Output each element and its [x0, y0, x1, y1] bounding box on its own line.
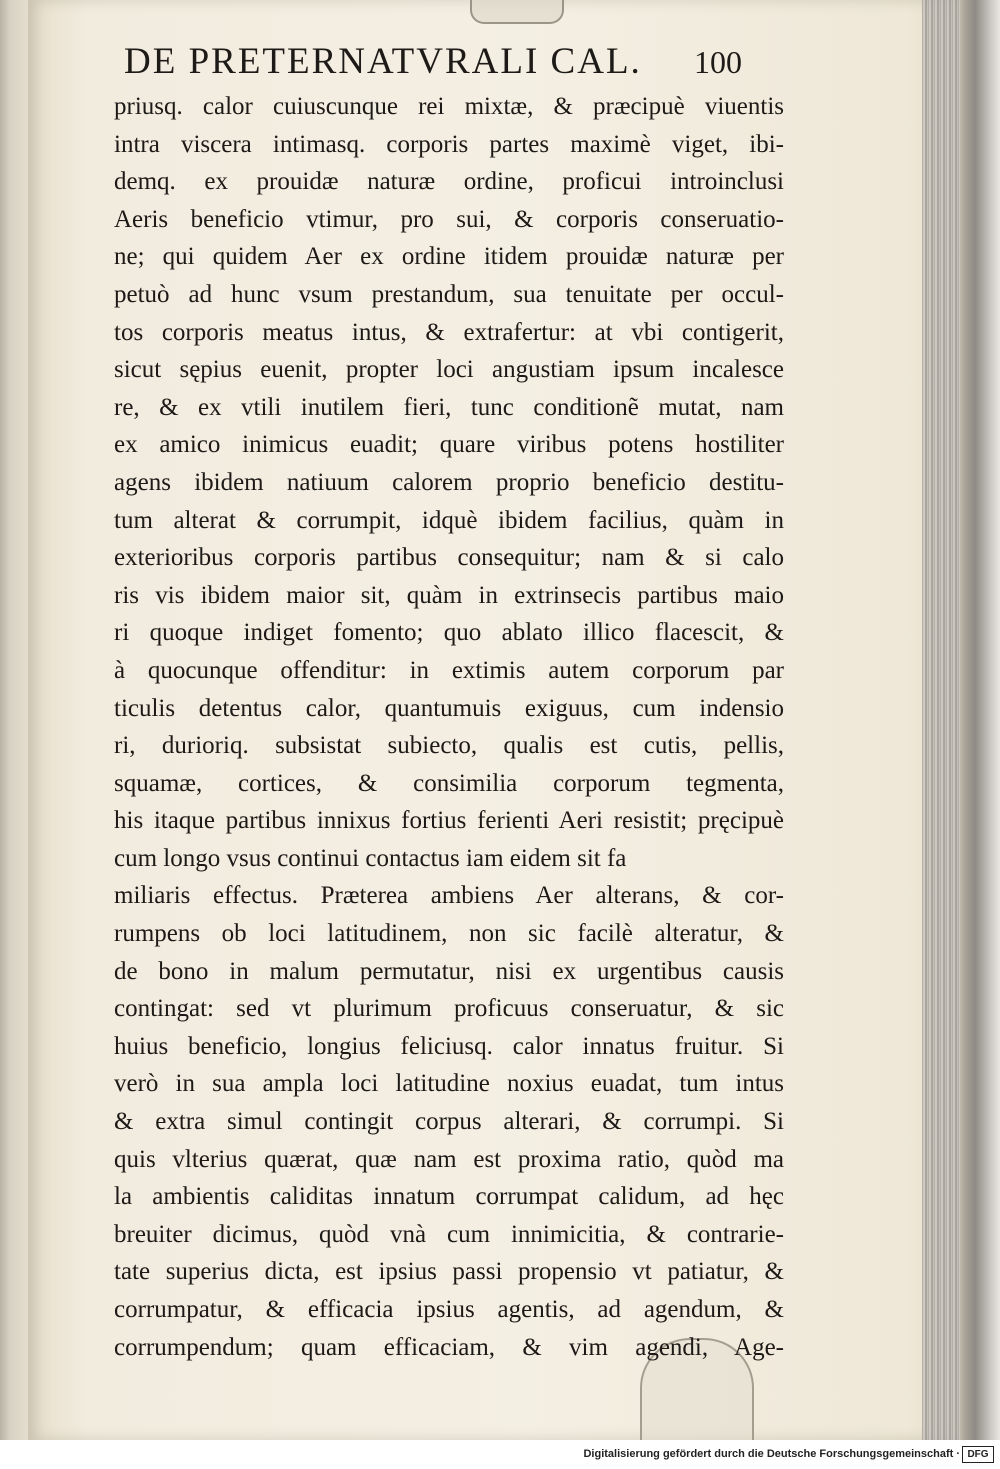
text-line: ne; qui quidem Aer ex ordine itidem prouidæ naturæ per — [114, 243, 784, 271]
body-text — [114, 88, 784, 1366]
text-line: his itaque partibus innixus fortius ferienti Aeri resistit; pręcipuè cum longo vsus continui contactus iam eidem sit fa — [114, 807, 784, 872]
text-line: & extra simul contingit corpus alterari, & corrumpi. Si — [114, 1108, 784, 1136]
text-line: la ambientis caliditas innatum corrumpat calidum, ad hęc — [114, 1183, 784, 1211]
text-line: petuò ad hunc vsum prestandum, sua tenuitate per occul- — [114, 280, 784, 308]
text-line: corrumpatur, & efficacia ipsius agentis, ad agendum, & — [114, 1296, 784, 1323]
page-header — [124, 40, 764, 90]
text-line: ri, durioriq. subsistat subiecto, qualis est cutis, pellis, — [114, 732, 784, 760]
text-line: sicut sępius euenit, propter loci angustiam ipsum incalesce — [114, 356, 784, 384]
text-line: huius beneficio, longius feliciusq. calor innatus fruitur. Si — [114, 1032, 784, 1060]
text-line: contingat: sed vt plurimum proficuus conseruatur, & sic — [114, 995, 784, 1023]
text-line: ex amico inimicus euadit; quare viribus potens hostiliter — [114, 431, 784, 459]
dfg-logo: DFG — [962, 1446, 994, 1463]
text-line: tum alterat & corrumpit, idquè ibidem facilius, quàm in — [114, 506, 784, 534]
text-line: rumpens ob loci latitudinem, non sic facilè alteratur, & — [114, 920, 784, 948]
text-line: quis vlterius quærat, quæ nam est proxima ratio, quòd ma — [114, 1145, 784, 1173]
text-line: ris vis ibidem maior sit, quàm in extrinsecis partibus maio — [114, 581, 784, 609]
text-line: corrumpendum; quam efficaciam, & vim agendi, Age- — [114, 1333, 784, 1361]
text-line: tos corporis meatus intus, & extrafertur: at vbi contigerit, — [114, 318, 784, 346]
text-line: de bono in malum permutatur, nisi ex urgentibus causis — [114, 957, 784, 985]
text-line: squamæ, cortices, & consimilia corporum tegmenta, — [114, 769, 784, 797]
text-line: breuiter dicimus, quòd vnà cum innimicitia, & contrarie- — [114, 1220, 784, 1248]
text-line: verò in sua ampla loci latitudine noxius euadat, tum intus — [114, 1070, 784, 1098]
text-line: re, & ex vtili inutilem fieri, tunc conditionẽ mutat, nam — [114, 393, 784, 421]
text-line: à quocunque offenditur: in extimis autem corporum par — [114, 656, 784, 684]
text-line: miliaris effectus. Præterea ambiens Aer alterans, & cor- — [114, 882, 784, 910]
text-line: Aeris beneficio vtimur, pro sui, & corporis conseruatio- — [114, 205, 784, 233]
text-line: exterioribus corporis partibus consequitur; nam & si calo — [114, 544, 784, 572]
text-line: agens ibidem natiuum calorem proprio beneficio destitu- — [114, 468, 784, 496]
text-line: ri quoque indiget fomento; quo ablato illico flacescit, & — [114, 619, 784, 647]
text-line: demq. ex prouidæ naturæ ordine, proficui introinclusi — [114, 168, 784, 196]
running-title: DE PRETERNATVRALI CAL. — [124, 41, 642, 82]
text-line: tate superius dicta, est ipsius passi propensio vt patiatur, & — [114, 1258, 784, 1286]
page-clip-top — [470, 0, 564, 24]
digitization-credit: Digitalisierung gefördert durch die Deutsche Forschungsgemeinschaft · — [583, 1448, 960, 1460]
text-line: priusq. calor cuiuscunque rei mixtæ, & præcipuè viuentis — [114, 93, 784, 120]
page-number: 100 — [694, 44, 742, 80]
text-line: ticulis detentus calor, quantumuis exiguus, cum indensio — [114, 694, 784, 722]
page-edge-stack — [922, 0, 960, 1440]
text-line: intra viscera intimasq. corporis partes maximè viget, ibi- — [114, 130, 784, 158]
